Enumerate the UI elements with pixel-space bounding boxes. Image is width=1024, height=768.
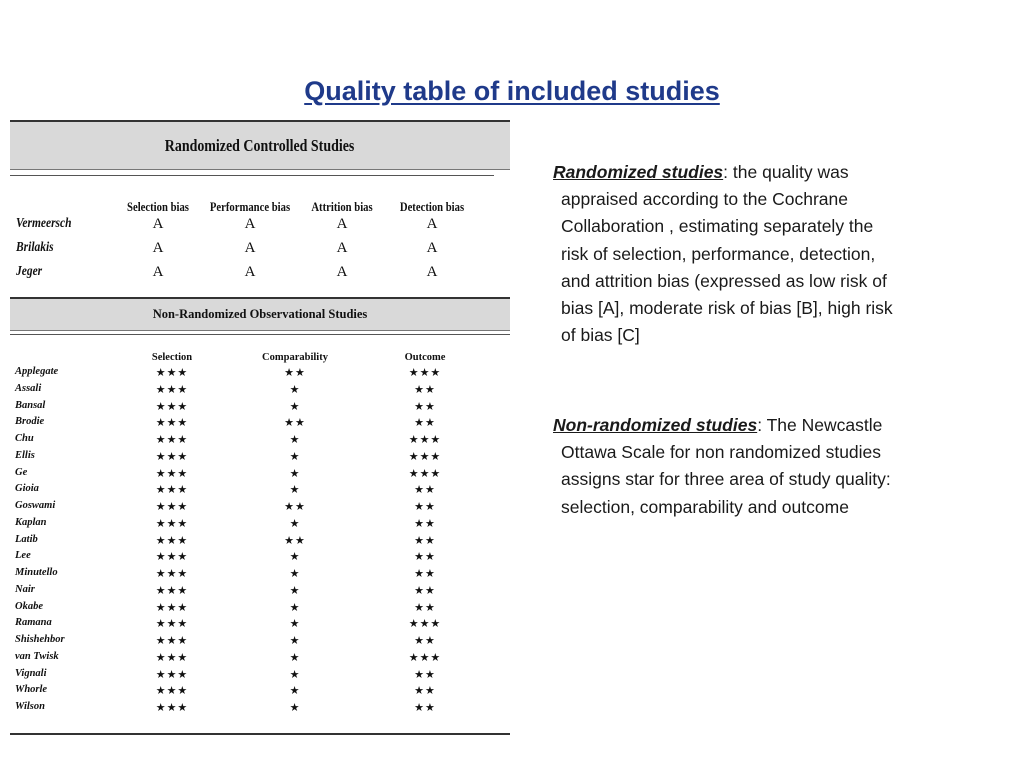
study-name: Latib bbox=[15, 533, 38, 545]
nrs-col-outcome: Outcome bbox=[404, 352, 446, 363]
study-name: Goswami bbox=[15, 500, 56, 511]
selection-stars: ★★★ bbox=[155, 684, 189, 698]
outcome-stars: ★★ bbox=[414, 533, 436, 547]
outcome-stars: ★★ bbox=[414, 550, 436, 564]
comparability-stars: ★ bbox=[289, 567, 301, 580]
outcome-stars: ★★ bbox=[414, 567, 436, 580]
nrs-row bbox=[0, 433, 510, 450]
randomized-note-line: Collaboration , estimating separately the bbox=[561, 216, 874, 237]
selection-stars: ★★★ bbox=[155, 634, 189, 647]
selection-stars: ★★★ bbox=[155, 483, 189, 497]
outcome-stars: ★★★ bbox=[408, 650, 442, 664]
bias-grade: A bbox=[244, 240, 256, 256]
randomized-note-line: and attrition bias (expressed as low risk of bbox=[561, 270, 887, 291]
nrs-row bbox=[0, 534, 510, 551]
nonrandomized-note-line: : The Newcastle bbox=[757, 415, 883, 435]
study-name: Chu bbox=[15, 433, 34, 444]
outcome-stars: ★★ bbox=[414, 634, 436, 647]
randomized-note-line: bias [A], moderate risk of bias [B], high risk bbox=[561, 298, 893, 319]
nrs-row bbox=[0, 634, 510, 651]
selection-stars: ★★★ bbox=[155, 650, 189, 664]
bias-grade: A bbox=[336, 240, 348, 256]
selection-stars: ★★★ bbox=[155, 550, 189, 564]
comparability-stars: ★ bbox=[289, 399, 301, 413]
comparability-stars: ★ bbox=[289, 583, 301, 597]
selection-stars: ★★★ bbox=[155, 583, 189, 597]
rct-band bbox=[10, 120, 510, 170]
outcome-stars: ★★★ bbox=[408, 366, 442, 379]
outcome-stars: ★★ bbox=[414, 684, 436, 698]
nonrandomized-note-first-line bbox=[553, 412, 968, 439]
selection-stars: ★★★ bbox=[155, 466, 189, 480]
nrs-row bbox=[0, 567, 510, 584]
study-name: Brodie bbox=[15, 416, 45, 428]
study-name: Lee bbox=[15, 550, 31, 562]
selection-stars: ★★★ bbox=[155, 567, 189, 580]
rct-row bbox=[0, 216, 510, 240]
nonrandomized-note-line: assigns star for three area of study quality: bbox=[561, 469, 891, 490]
rct-row bbox=[0, 264, 510, 288]
randomized-note-line: of bias [C] bbox=[561, 325, 640, 346]
nrs-row bbox=[0, 701, 510, 718]
outcome-stars: ★★★ bbox=[408, 617, 442, 631]
bias-grade: A bbox=[152, 264, 164, 280]
randomized-note-lead: Randomized studies bbox=[553, 162, 724, 182]
nrs-row bbox=[0, 416, 510, 433]
outcome-stars: ★★★ bbox=[408, 466, 442, 480]
nrs-row bbox=[0, 500, 510, 517]
selection-stars: ★★★ bbox=[155, 433, 189, 446]
study-name: Applegate bbox=[15, 366, 59, 377]
bias-grade: A bbox=[244, 264, 256, 280]
comparability-stars: ★★ bbox=[284, 500, 306, 513]
comparability-stars: ★ bbox=[289, 684, 301, 698]
outcome-stars: ★★ bbox=[414, 483, 436, 497]
comparability-stars: ★ bbox=[289, 650, 301, 664]
randomized-note-line: : the quality was bbox=[723, 162, 849, 182]
bias-grade: A bbox=[336, 216, 348, 232]
study-name: van Twisk bbox=[15, 650, 59, 662]
selection-stars: ★★★ bbox=[155, 500, 189, 513]
comparability-stars: ★ bbox=[289, 516, 301, 530]
selection-stars: ★★★ bbox=[155, 667, 189, 681]
rct-col-selection-bias: Selection bias bbox=[127, 199, 189, 214]
bias-grade: A bbox=[152, 240, 164, 256]
study-name: Whorle bbox=[15, 684, 48, 696]
outcome-stars: ★★ bbox=[414, 600, 436, 614]
nrs-divider bbox=[10, 334, 510, 335]
nrs-row bbox=[0, 684, 510, 701]
selection-stars: ★★★ bbox=[155, 449, 189, 463]
study-name: Gioia bbox=[15, 483, 39, 495]
study-name: Ramana bbox=[15, 617, 52, 629]
selection-stars: ★★★ bbox=[155, 701, 189, 714]
selection-stars: ★★★ bbox=[155, 516, 189, 530]
nrs-row bbox=[0, 517, 510, 534]
nrs-row bbox=[0, 400, 510, 417]
nonrandomized-note-line: Ottawa Scale for non randomized studies bbox=[561, 442, 882, 463]
nrs-row bbox=[0, 467, 510, 484]
study-name: Kaplan bbox=[15, 516, 47, 528]
nrs-row bbox=[0, 383, 510, 400]
nrs-row bbox=[0, 483, 510, 500]
rct-row bbox=[0, 240, 510, 264]
outcome-stars: ★★ bbox=[414, 500, 436, 513]
randomized-note-first-line bbox=[553, 159, 968, 186]
comparability-stars: ★ bbox=[289, 600, 301, 614]
study-name: Ge bbox=[15, 466, 28, 478]
rct-col-performance-bias: Performance bias bbox=[209, 199, 291, 214]
study-name: Shishehbor bbox=[15, 634, 65, 645]
outcome-stars: ★★ bbox=[414, 416, 436, 430]
outcome-stars: ★★★ bbox=[408, 449, 442, 463]
bias-grade: A bbox=[336, 264, 348, 280]
nrs-row bbox=[0, 366, 510, 383]
comparability-stars: ★ bbox=[289, 550, 301, 564]
bias-grade: A bbox=[426, 264, 438, 280]
randomized-note-line: risk of selection, performance, detection, bbox=[561, 243, 876, 264]
outcome-stars: ★★ bbox=[414, 583, 436, 597]
comparability-stars: ★ bbox=[289, 466, 301, 480]
slide-title: Quality table of included studies bbox=[304, 76, 720, 106]
nrs-row bbox=[0, 601, 510, 618]
nrs-row bbox=[0, 584, 510, 601]
comparability-stars: ★ bbox=[289, 433, 301, 446]
randomized-note bbox=[553, 159, 968, 349]
study-name: Vignali bbox=[15, 667, 47, 679]
study-name: Jeger bbox=[16, 264, 43, 279]
selection-stars: ★★★ bbox=[155, 416, 189, 430]
study-name: Vermeersch bbox=[16, 216, 72, 231]
outcome-stars: ★★ bbox=[414, 399, 436, 413]
study-name: Brilakis bbox=[16, 240, 54, 255]
comparability-stars: ★★ bbox=[284, 416, 306, 430]
rct-band-title: Randomized Controlled Studies bbox=[165, 135, 355, 155]
nrs-row bbox=[0, 668, 510, 685]
outcome-stars: ★★ bbox=[414, 701, 436, 714]
selection-stars: ★★★ bbox=[155, 617, 189, 631]
nrs-row bbox=[0, 651, 510, 668]
rct-divider bbox=[10, 175, 494, 176]
nrs-band bbox=[10, 297, 510, 331]
outcome-stars: ★★★ bbox=[408, 433, 442, 446]
nrs-row bbox=[0, 550, 510, 567]
comparability-stars: ★ bbox=[289, 449, 301, 463]
selection-stars: ★★★ bbox=[155, 399, 189, 413]
outcome-stars: ★★ bbox=[414, 667, 436, 681]
comparability-stars: ★★ bbox=[284, 366, 306, 379]
rct-col-attrition-bias: Attrition bias bbox=[311, 199, 373, 214]
nonrandomized-note-line: selection, comparability and outcome bbox=[561, 496, 849, 517]
selection-stars: ★★★ bbox=[155, 533, 189, 547]
selection-stars: ★★★ bbox=[155, 366, 189, 379]
study-name: Ellis bbox=[15, 449, 35, 461]
nrs-row bbox=[0, 450, 510, 467]
bias-grade: A bbox=[244, 216, 256, 232]
outcome-stars: ★★ bbox=[414, 382, 436, 396]
randomized-note-line: appraised according to the Cochrane bbox=[561, 189, 848, 210]
comparability-stars: ★ bbox=[289, 701, 301, 714]
comparability-stars: ★★ bbox=[284, 533, 306, 547]
bias-grade: A bbox=[426, 216, 438, 232]
nrs-col-comparability: Comparability bbox=[262, 352, 328, 363]
nonrandomized-note bbox=[553, 412, 968, 521]
study-name: Bansal bbox=[15, 399, 46, 411]
comparability-stars: ★ bbox=[289, 483, 301, 497]
selection-stars: ★★★ bbox=[155, 382, 189, 396]
bias-grade: A bbox=[152, 216, 164, 232]
study-name: Nair bbox=[15, 583, 35, 595]
comparability-stars: ★ bbox=[289, 382, 301, 396]
outcome-stars: ★★ bbox=[414, 516, 436, 530]
study-name: Minutello bbox=[15, 567, 58, 578]
comparability-stars: ★ bbox=[289, 617, 301, 631]
nrs-row bbox=[0, 617, 510, 634]
comparability-stars: ★ bbox=[289, 667, 301, 681]
rct-col-detection-bias: Detection bias bbox=[399, 199, 465, 214]
study-name: Assali bbox=[15, 382, 42, 394]
study-name: Wilson bbox=[15, 701, 45, 712]
comparability-stars: ★ bbox=[289, 634, 301, 647]
study-name: Okabe bbox=[15, 600, 43, 612]
nrs-col-selection: Selection bbox=[151, 352, 193, 363]
nonrandomized-note-lead: Non-randomized studies bbox=[553, 415, 758, 435]
nrs-band-title: Non-Randomized Observational Studies bbox=[152, 307, 368, 321]
table-bottom-rule bbox=[10, 733, 510, 735]
bias-grade: A bbox=[426, 240, 438, 256]
selection-stars: ★★★ bbox=[155, 600, 189, 614]
